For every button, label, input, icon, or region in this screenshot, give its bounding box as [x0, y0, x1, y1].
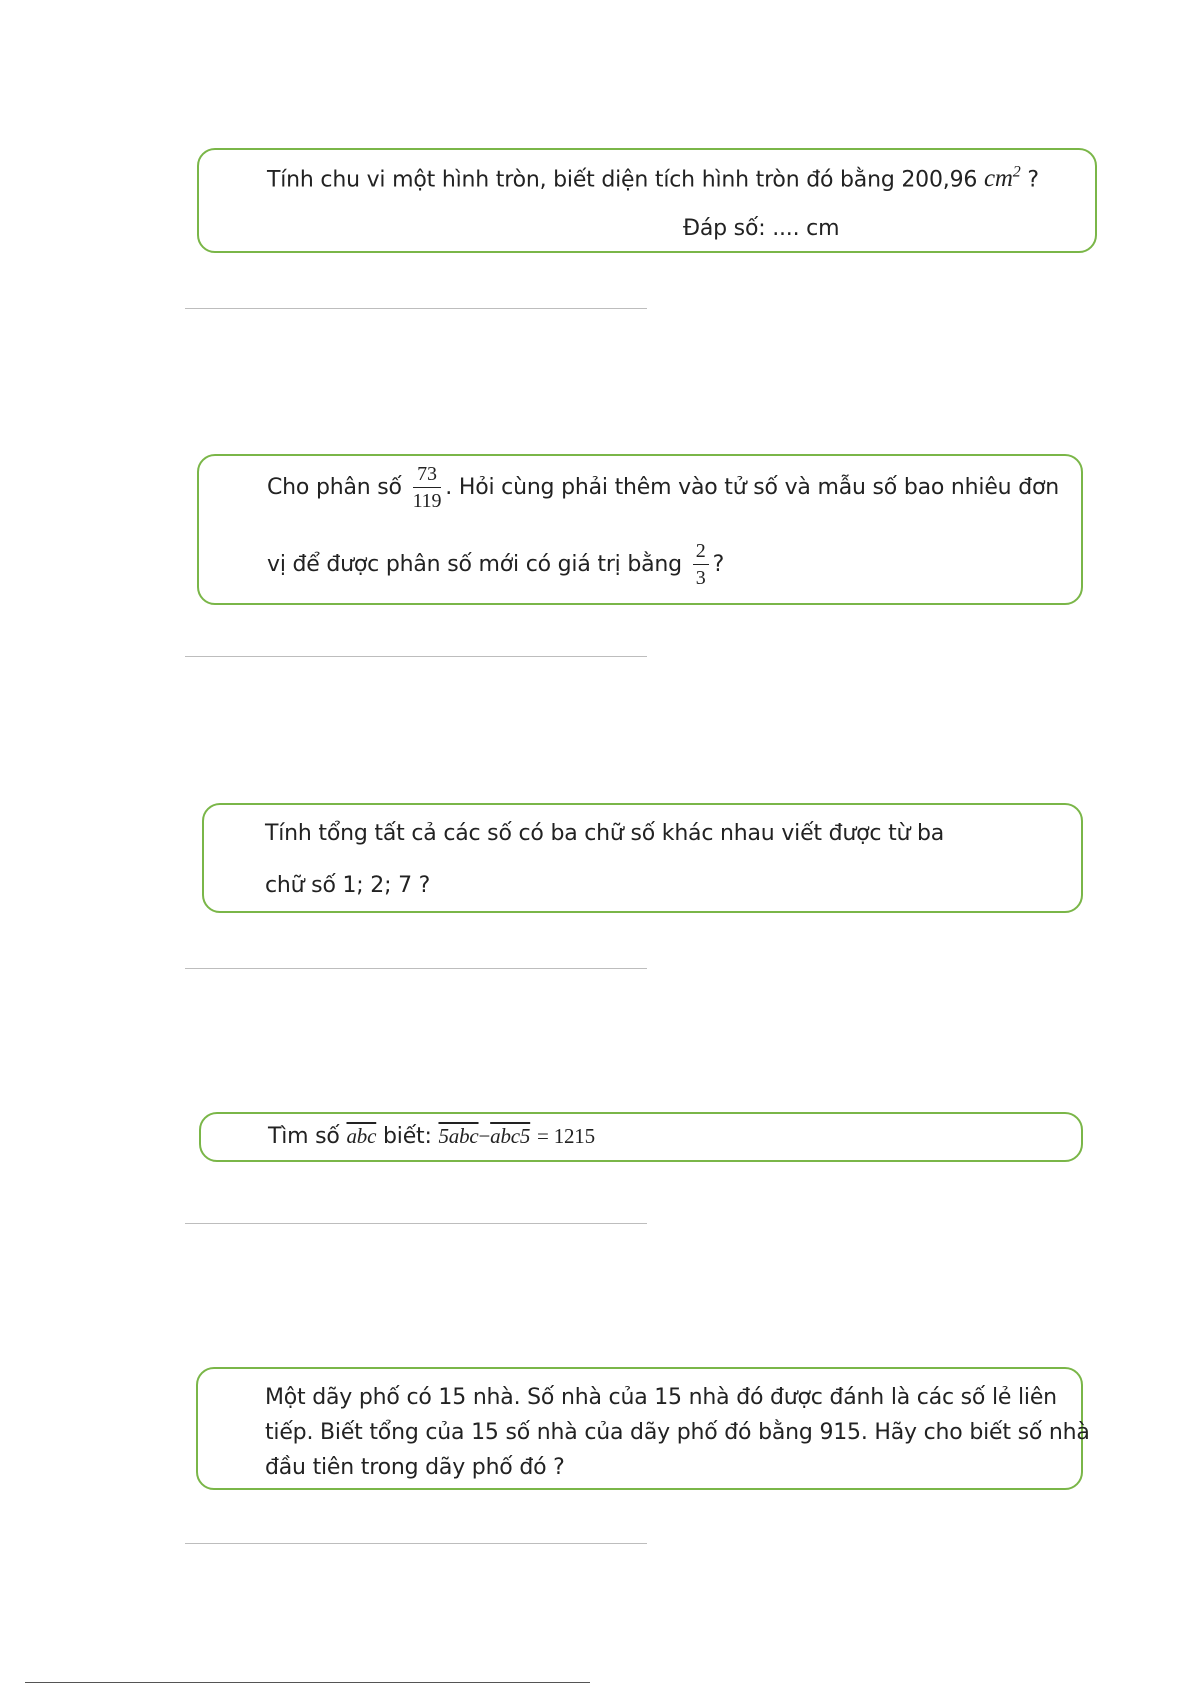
problem-2-text-c: vị để được phân số mới có giá trị bằng [267, 552, 682, 577]
answer-line-4 [185, 1223, 647, 1224]
problem-3-line-1: Tính tổng tất cả các số có ba chữ số khác nhau viết được từ ba [265, 821, 945, 846]
problem-4-text-b: biết: [383, 1124, 432, 1149]
problem-5-line-2: tiếp. Biết tổng của 15 số nhà của dãy phố đó bằng 915. Hãy cho biết số nhà [265, 1420, 1090, 1445]
answer-line-1 [185, 308, 647, 309]
problem-2-line-2 [267, 541, 724, 589]
fraction-2-3: $\frac{2}{3}$ [693, 541, 709, 589]
problem-2-question-mark: ? [712, 552, 725, 577]
problem-1-text: Tính chu vi một hình tròn, biết diện tích hình tròn đó bằng 200,96 [267, 167, 978, 193]
problem-5-line-1: Một dãy phố có 15 nhà. Số nhà của 15 nhà đó được đánh là các số lẻ liên [265, 1385, 1057, 1410]
problem-5-line-3: đầu tiên trong dãy phố đó ? [265, 1455, 565, 1480]
problem-3-line-2: chữ số 1; 2; 7 ? [265, 873, 431, 898]
problem-2-line-1 [267, 464, 1059, 512]
problem-1-answer: Đáp số: .... cm [683, 216, 840, 241]
abc-overline: $\overline{abc}$ [346, 1124, 377, 1148]
problem-2-text-a: Cho phân số [267, 475, 402, 500]
problem-1-line-1 [267, 164, 1039, 193]
minus-sign: − [478, 1124, 491, 1148]
answer-line-3 [185, 968, 647, 969]
footer-rule [25, 1682, 590, 1683]
fraction-73-119: $\frac{73}{119}$ [412, 463, 442, 512]
answer-line-2 [185, 656, 647, 657]
problem-1-question-mark: ? [1027, 167, 1039, 193]
problem-4-text-a: Tìm số [268, 1124, 340, 1149]
expr-5abc: 5abc [438, 1124, 479, 1148]
problem-4-line [268, 1124, 595, 1149]
problem-1-unit: $cm^2$ [983, 164, 1021, 193]
problem-2-text-b: . Hỏi cùng phải thêm vào tử số và mẫu số bao nhiêu đơn [445, 475, 1059, 500]
answer-line-5 [185, 1543, 647, 1544]
expr-abc5: abc5 [490, 1124, 531, 1148]
equals-1215: = 1215 [537, 1124, 595, 1148]
